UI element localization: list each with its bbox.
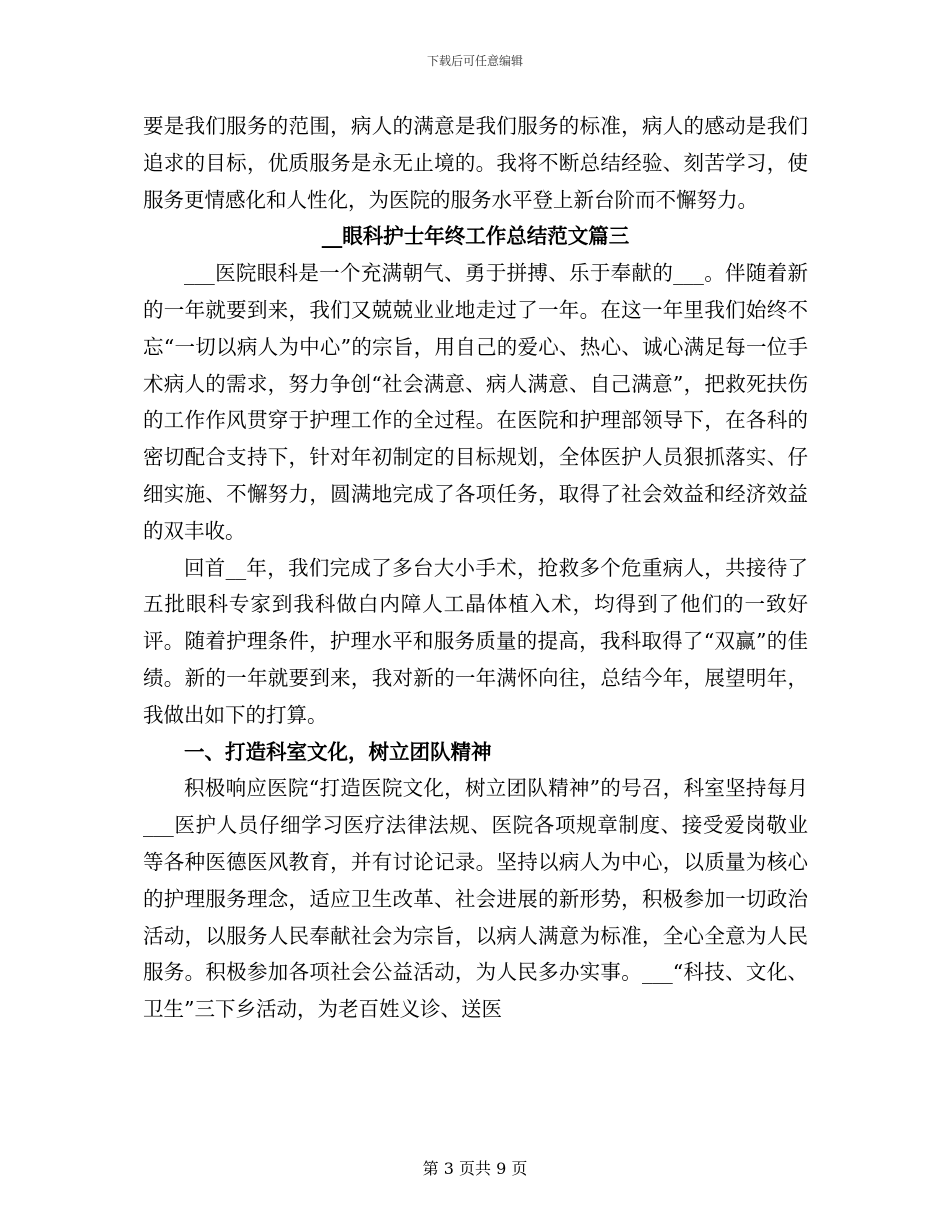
page-header: 下载后可任意编辑 (426, 54, 523, 68)
paragraph-3: 积极响应医院“打造医院文化，树立团队精神”的号召，科室坚持每月___医护人员仔细学习医疗法律法规、医院各项规章制度、接受爱岗敬业等各种医德医风教育，并有讨论记录。坚持以病人为中心，以质量为核心的护理服务理念，适应卫生改革、社会进展的新形势，积极参加一切政治活动，以服务人民奉献社会为宗旨，以病人满意为标准，全心全意为人民服务。积极参加各项社会公益活动，为人民多办实事。___“科技、文化、卫生”三下乡活动，为老百姓义诊、送医 (143, 776, 808, 1022)
page-footer: 第 3 页共 9 页 (422, 1159, 528, 1178)
document-body (143, 108, 808, 1028)
subheading-1: 一、打造科室文化，树立团队精神 (184, 739, 492, 764)
section-title: __眼科护士年终工作总结范文篇三 (321, 224, 630, 249)
paragraph-continued: 要是我们服务的范围，病人的满意是我们服务的标准，病人的感动是我们追求的目标，优质服务是永无止境的。我将不断总结经验、刻苦学习，使服务更情感化和人性化，为医院的服务水平登上新台阶而不懈努力。 (143, 114, 808, 212)
paragraph-1: ___医院眼科是一个充满朝气、勇于拼搏、乐于奉献的___。伴随着新的一年就要到来，我们又兢兢业业地走过了一年。在这一年里我们始终不忘“一切以病人为中心”的宗旨，用自己的爱心、热心、诚心满足每一位手术病人的需求，努力争创“社会满意、病人满意、自己满意”，把救死扶伤的工作作风贯穿于护理工作的全过程。在医院和护理部领导下，在各科的密切配合支持下，针对年初制定的目标规划，全体医护人员狠抓落实、仔细实施、不懈努力，圆满地完成了各项任务，取得了社会效益和经济效益的双丰收。 (143, 261, 808, 543)
paragraph-2: 回首__年，我们完成了多台大小手术，抢救多个危重病人，共接待了五批眼科专家到我科做白内障人工晶体植入术，均得到了他们的一致好评。随着护理条件，护理水平和服务质量的提高，我科取得了“双赢”的佳绩。新的一年就要到来，我对新的一年满怀向往，总结今年，展望明年，我做出如下的打算。 (143, 555, 808, 727)
